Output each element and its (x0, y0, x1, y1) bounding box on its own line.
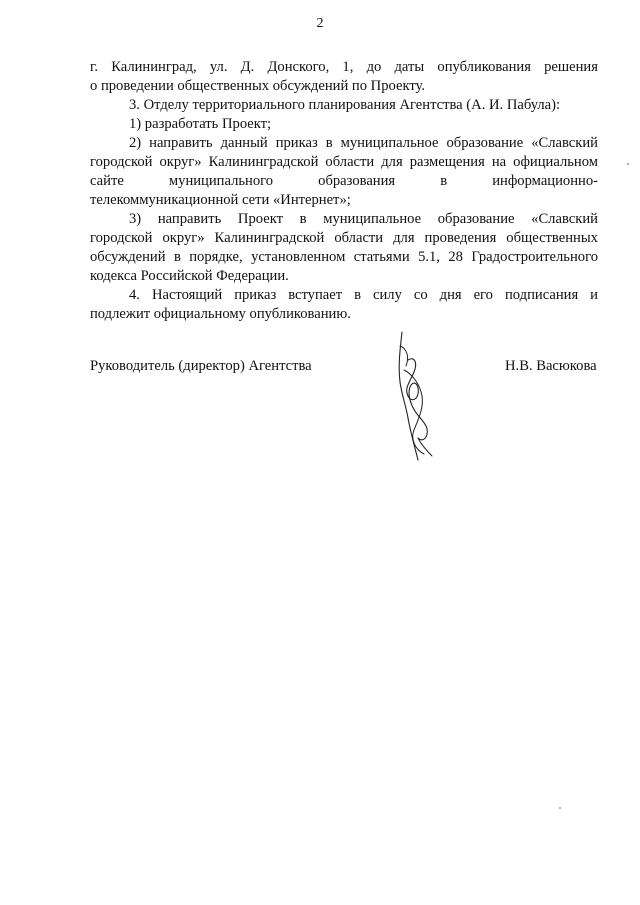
signatory-position: Руководитель (директор) Агентства (90, 358, 312, 374)
handwritten-signature (388, 326, 444, 466)
para1-line2: о проведении общественных обсуждений по Проекту. (90, 78, 426, 94)
scan-speck (627, 163, 629, 165)
item-2-line2: городской округ» Калининградской области для размещения на официальном (90, 154, 598, 170)
page-number: 2 (316, 16, 324, 31)
signatory-name: Н.В. Васюкова (505, 358, 597, 374)
item-2-line1: 2) направить данный приказ в муниципальное образование «Славский (129, 135, 598, 151)
item-3-line1: 3) направить Проект в муниципальное образование «Славский (129, 211, 598, 227)
scan-speck (559, 807, 561, 809)
para1-line1: г. Калининград, ул. Д. Донского, 1, до даты опубликования решения (90, 59, 598, 75)
paragraph-3: 3. Отделу территориального планирования Агентства (А. И. Пабула): (129, 97, 561, 113)
item-2-line4: телекоммуникационной сети «Интернет»; (90, 192, 351, 208)
item-1: 1) разработать Проект; (129, 116, 272, 132)
para4-line2: подлежит официальному опубликованию. (90, 306, 351, 322)
item-2-line3: сайте муниципального образования в информационно- (90, 173, 598, 189)
para4-line1: 4. Настоящий приказ вступает в силу со дня его подписания и (129, 287, 598, 303)
item-3-line4: кодекса Российской Федерации. (90, 268, 289, 284)
item-3-line3: обсуждений в порядке, установленном статьями 5.1, 28 Градостроительного (90, 249, 598, 265)
item-3-line2: городской округ» Калининградской области для проведения общественных (90, 230, 598, 246)
